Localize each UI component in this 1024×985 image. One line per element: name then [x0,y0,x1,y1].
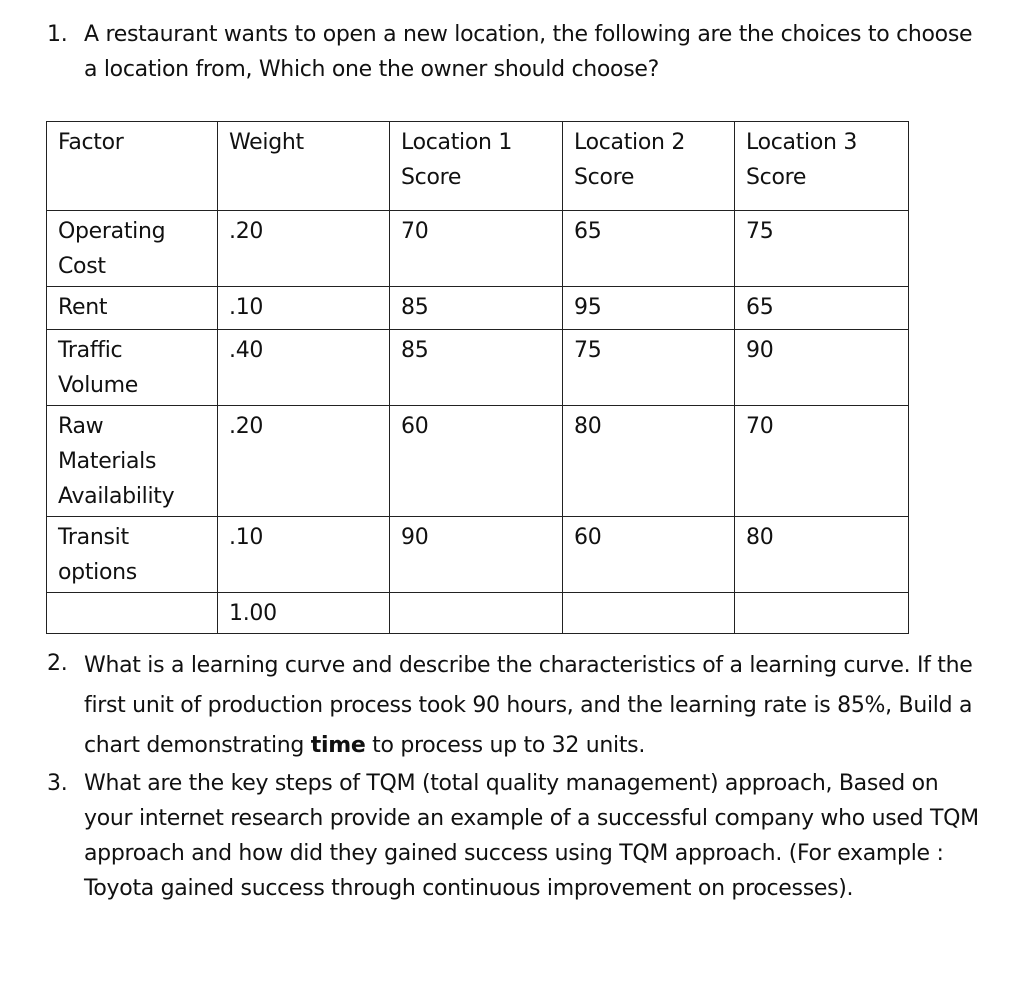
cell-location-2: 75 [563,330,735,406]
cell-location-2 [563,593,735,634]
question-3-number: 3. [47,771,68,796]
cell-weight: .20 [218,406,390,517]
cell-location-3: 65 [735,287,909,330]
cell-location-1: 60 [390,406,563,517]
cell-factor: Traffic Volume [47,330,218,406]
cell-location-1: 85 [390,287,563,330]
cell-weight-total: 1.00 [218,593,390,634]
table-total-row [47,593,909,634]
table-row [47,287,909,330]
header-factor: Factor [47,122,218,211]
question-1 [47,17,987,87]
question-3-text: What are the key steps of TQM (total quality management) approach, Based on your internet research provide an example of a successful company who used TQM approach and how did they gained success using TQM approach. (For example : Toyota gained success through continuous improvement on processes). [84,771,979,901]
question-2-bold-term: time [310,733,366,758]
question-2 [47,646,982,766]
cell-location-1: 70 [390,211,563,287]
cell-location-3: 80 [735,517,909,593]
cell-location-2: 95 [563,287,735,330]
cell-weight: .10 [218,517,390,593]
question-2-text-before: What is a learning curve and describe the characteristics of a learning curve. If the first unit of production process took 90 hours, and the learning rate is 85%, Build a chart demonstrating [84,653,973,758]
header-location-3-score: Location 3 Score [735,122,909,211]
cell-factor: Transit options [47,517,218,593]
header-location-2-score: Location 2 Score [563,122,735,211]
cell-location-2: 60 [563,517,735,593]
header-weight: Weight [218,122,390,211]
cell-weight: .10 [218,287,390,330]
location-scoring-table [46,121,909,634]
cell-weight: .20 [218,211,390,287]
question-3 [47,766,982,906]
table-row [47,211,909,287]
table-row [47,517,909,593]
cell-location-1: 85 [390,330,563,406]
cell-location-1: 90 [390,517,563,593]
table-header-row [47,122,909,211]
question-2-text [47,646,982,766]
cell-location-3: 75 [735,211,909,287]
cell-factor: Operating Cost [47,211,218,287]
cell-factor: Raw Materials Availability [47,406,218,517]
cell-location-1 [390,593,563,634]
question-1-text: A restaurant wants to open a new location, the following are the choices to choose a location from, Which one the owner should choose? [84,22,973,82]
cell-location-2: 65 [563,211,735,287]
table-row [47,330,909,406]
question-2-number: 2. [47,651,68,676]
question-2-text-after: to process up to 32 units. [365,733,646,758]
cell-location-3: 90 [735,330,909,406]
table-row [47,406,909,517]
cell-factor: Rent [47,287,218,330]
question-1-number: 1. [47,22,68,47]
cell-weight: .40 [218,330,390,406]
cell-location-3 [735,593,909,634]
cell-location-3: 70 [735,406,909,517]
cell-factor [47,593,218,634]
cell-location-2: 80 [563,406,735,517]
header-location-1-score: Location 1 Score [390,122,563,211]
